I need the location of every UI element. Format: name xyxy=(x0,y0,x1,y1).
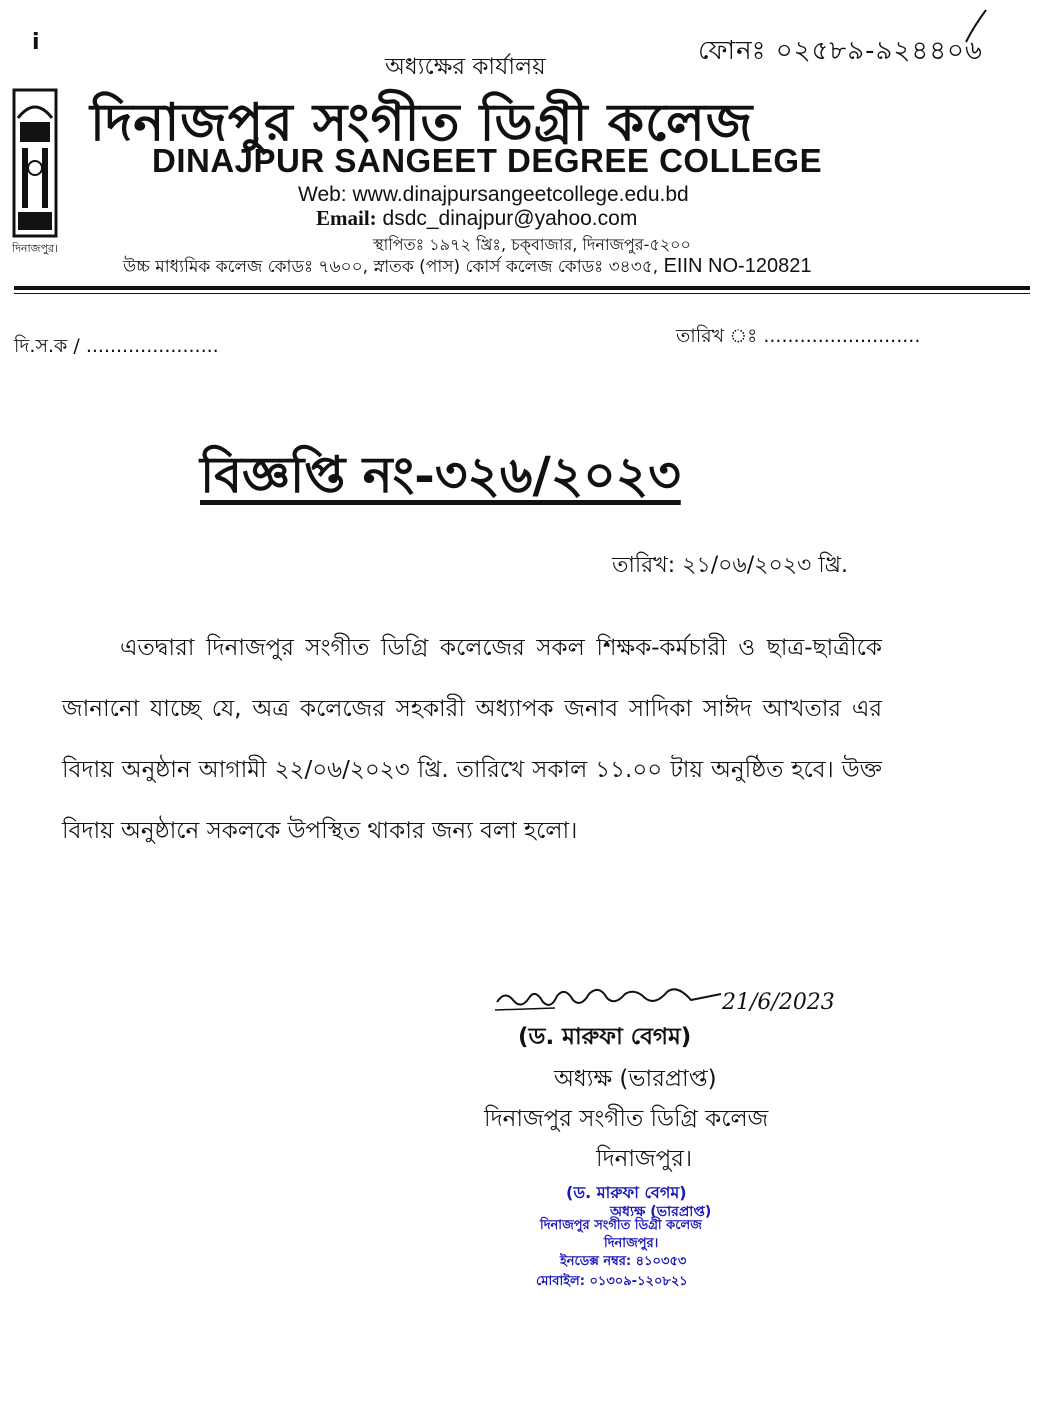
header-divider-thin xyxy=(14,293,1030,294)
notice-body: এতদ্বারা দিনাজপুর সংগীত ডিগ্রি কলেজের সকল শিক্ষক-কর্মচারী ও ছাত্র-ছাত্রীকে জানানো যাচ্ছে যে, অত্র কলেজের সহকারী অধ্যাপক জনাব সাদিকা সাঈদ আখতার এর বিদায় অনুষ্ঠান আগামী ২২/০৬/২০২৩ খ্রি. তারিখে সকাল ১১.০০ টায় অনুষ্ঠিত হবে। উক্ত বিদায় অনুষ্ঠানে সকলকে উপস্থিত থাকার জন্য বলা হলো। xyxy=(62,635,882,844)
college-name-bangla: দিনাজপুর সংগীত ডিগ্রী কলেজ xyxy=(90,92,754,153)
website-label: Web: xyxy=(298,183,347,206)
established-line: স্থাপিতঃ ১৯৭২ খ্রিঃ, চক্‌বাজার, দিনাজপুর-৫২০০ xyxy=(373,235,691,254)
website-link[interactable]: www.dinajpursangeetcollege.edu.bd xyxy=(352,183,689,206)
notice-title: বিজ্ঞপ্তি নং-৩২৬/২০২৩ xyxy=(200,445,681,504)
pen-mark-icon xyxy=(962,6,992,46)
signatory-college: দিনাজপুর সংগীত ডিগ্রি কলেজ xyxy=(484,1106,769,1132)
memo-number-field: দি.স.ক / ...................... xyxy=(14,335,219,357)
logo-caption: দিনাজপুর। xyxy=(12,242,58,255)
college-logo-icon xyxy=(12,88,58,238)
office-title: অধ্যক্ষের কার্যালয় xyxy=(385,54,546,80)
signature-date: 21/6/2023 xyxy=(722,990,835,1015)
signatory-designation: অধ্যক্ষ (ভারপ্রাপ্ত) xyxy=(554,1066,717,1092)
college-codes-line xyxy=(123,254,811,282)
eiin-number: EIIN NO-120821 xyxy=(663,255,812,277)
signatory-name: (ড. মারুফা বেগম) xyxy=(518,1024,692,1050)
stamp-college: দিনাজপুর সংগীত ডিগ্রী কলেজ xyxy=(540,1218,702,1233)
email-label: Email: xyxy=(316,206,377,230)
college-name-english: DINAJPUR SANGEET DEGREE COLLEGE xyxy=(152,142,823,179)
website-line xyxy=(298,183,689,207)
email-line xyxy=(316,206,637,231)
stamp-city: দিনাজপুর। xyxy=(604,1236,659,1251)
stamp-index-number: ইনডেক্স নম্বর: ৪১০৩৫৩ xyxy=(560,1254,687,1269)
date-field: তারিখ ঃ .......................... xyxy=(676,325,921,347)
header-divider xyxy=(14,286,1030,290)
signatory-city: দিনাজপুর। xyxy=(596,1146,693,1172)
corner-mark: i xyxy=(32,30,40,55)
college-codes: উচ্চ মাধ্যমিক কলেজ কোডঃ ৭৬০০, স্নাতক (পাস) কোর্স কলেজ কোডঃ ৩৪৩৫, xyxy=(123,257,659,277)
email-link[interactable]: dsdc_dinajpur@yahoo.com xyxy=(382,207,638,230)
stamp-designation: অধ্যক্ষ (ভারপ্রাপ্ত) xyxy=(610,1204,712,1220)
handwritten-signature xyxy=(495,980,725,1020)
notice-date: তারিখ: ২১/০৬/২০২৩ খ্রি. xyxy=(612,553,849,578)
stamp-mobile-number: মোবাইল: ০১৩০৯-১২০৮২১ xyxy=(536,1274,688,1289)
phone-number: ফোনঃ ০২৫৮৯-৯২৪৪০৬ xyxy=(698,36,983,66)
stamp-name: (ড. মারুফা বেগম) xyxy=(566,1183,687,1202)
